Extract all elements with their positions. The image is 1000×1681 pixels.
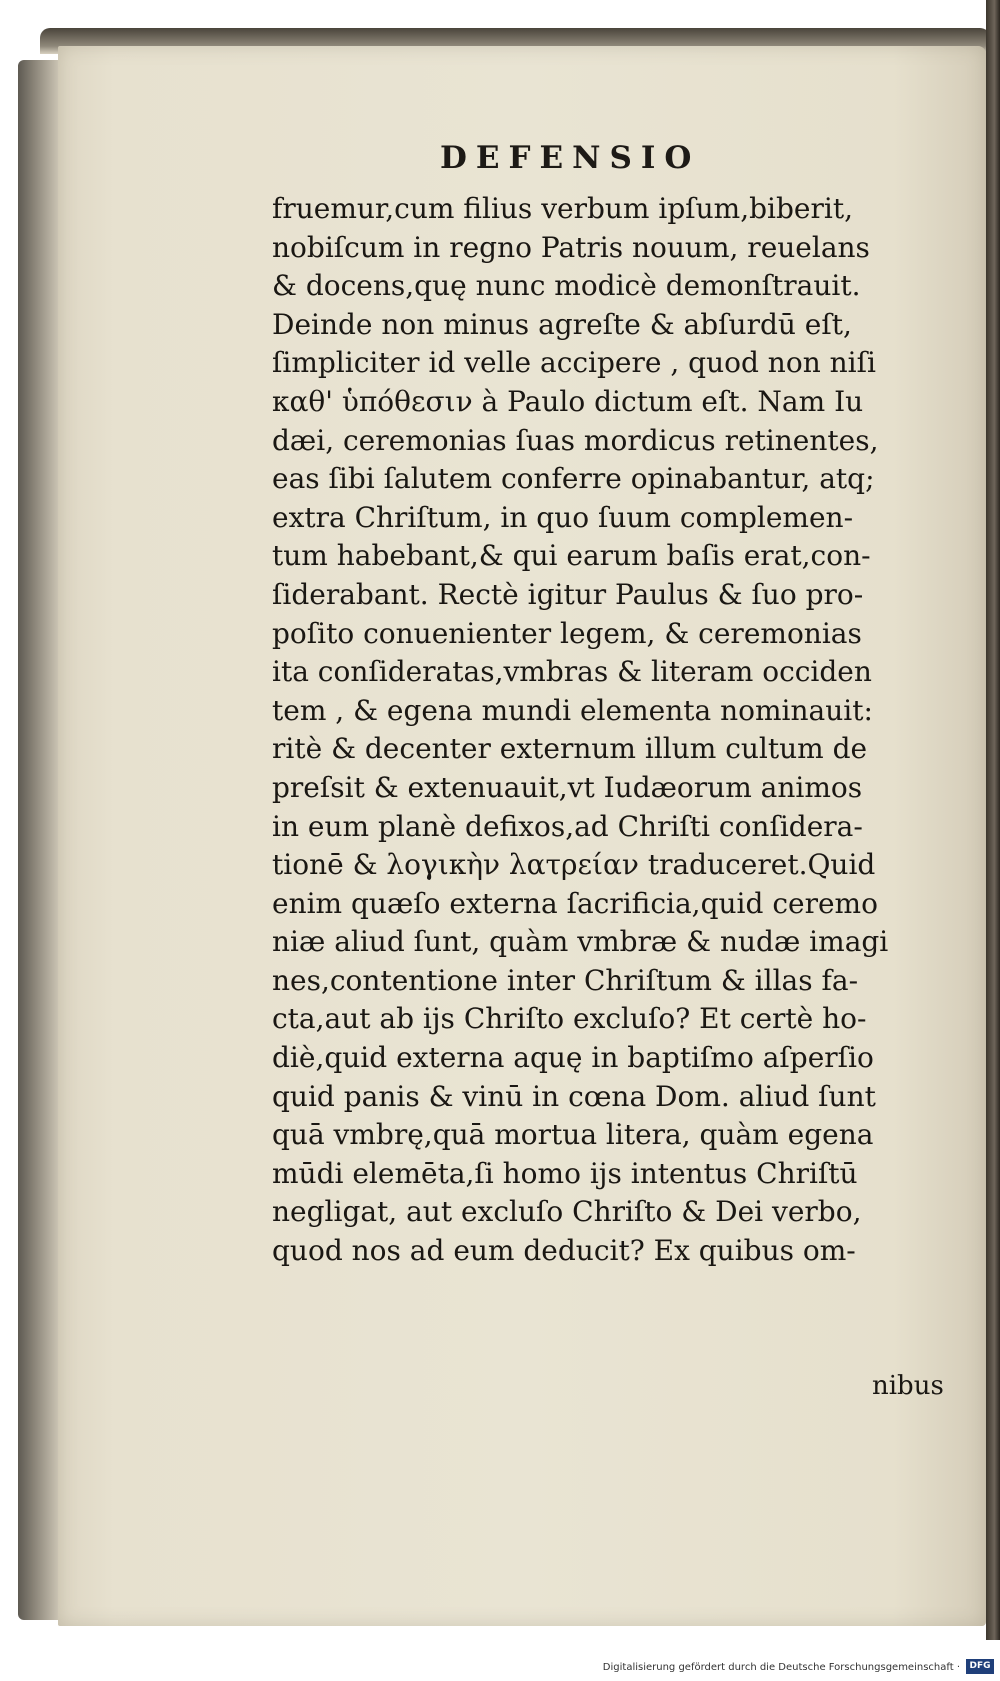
text-line: quod nos ad eum deducit? Ex quibus om-: [272, 1234, 856, 1268]
text-line: poſito conuenienter legem, & ceremonias: [272, 616, 862, 650]
text-line: mūdi elemēta,ſi homo ijs intentus Chriſtū: [272, 1156, 858, 1190]
text-line: negligat, aut excluſo Chriſto & Dei verbo,: [272, 1195, 862, 1229]
book-right-edge: [986, 0, 1000, 1640]
text-line: extra Chriſtum, in quo ſuum complemen-: [272, 500, 854, 534]
text-line: & docens,quę nunc modicè demonſtrauit.: [272, 269, 861, 303]
text-line: tem , & egena mundi elementa nominauit:: [272, 693, 873, 727]
text-line: niæ aliud ſunt, quàm vmbræ & nudæ imagi: [272, 925, 889, 959]
text-line: quid panis & vinū in cœna Dom. aliud ſunt: [272, 1079, 876, 1113]
text-line: in eum planè defixos,ad Chriſti conſidera-: [272, 809, 863, 843]
text-line: ſiderabant. Rectè igitur Paulus & ſuo pro-: [272, 577, 864, 611]
text-line: fruemur,cum filius verbum ipſum,biberit,: [272, 192, 853, 225]
book-left-edge: [18, 60, 58, 1620]
text-line: eas ſibi ſalutem conferre opinabantur, atq;: [272, 462, 875, 496]
text-line: nes,contentione inter Chriſtum & illas fa-: [272, 963, 859, 997]
text-line: ritè & decenter externum illum cultum de: [272, 732, 868, 766]
text-line: diè,quid externa aquę in baptiſmo aſperſio: [272, 1041, 874, 1075]
catchword: nibus: [872, 1371, 944, 1401]
running-head: DEFENSIO: [440, 140, 701, 176]
text-line: quā vmbrę,quā mortua litera, quàm egena: [272, 1118, 874, 1152]
text-line: preſsit & extenuauit,vt Iudæorum animos: [272, 770, 863, 804]
text-line: enim quæſo externa ſacrificia,quid ceremo: [272, 886, 878, 920]
text-line: cta,aut ab ijs Chriſto excluſo? Et certè ho-: [272, 1002, 867, 1036]
text-line: Deinde non minus agreſte & abſurdū eſt,: [272, 307, 852, 341]
text-line: tum habebant,& qui earum baſis erat,con-: [272, 539, 871, 573]
text-line: dæi, ceremonias ſuas mordicus retinentes,: [272, 423, 879, 457]
footer-strip: [0, 1640, 1000, 1681]
dfg-logo: DFG: [966, 1659, 994, 1674]
text-line: ita conſideratas,vmbras & literam occiden: [272, 655, 872, 689]
text-line: καθ' ὑπόθεσιν à Paulo dictum eſt. Nam Iu: [272, 384, 864, 418]
digitization-credit: Digitalisierung gefördert durch die Deutsche Forschungsgemeinschaft ·: [602, 1662, 960, 1673]
text-line: nobiſcum in regno Patris nouum, reuelans: [272, 230, 870, 264]
body-text: [272, 190, 942, 1271]
text-line: ſimpliciter id velle accipere , quod non niſi: [272, 346, 876, 380]
text-line: tionē & λογικὴν λατρείαν traduceret.Quid: [272, 848, 876, 882]
